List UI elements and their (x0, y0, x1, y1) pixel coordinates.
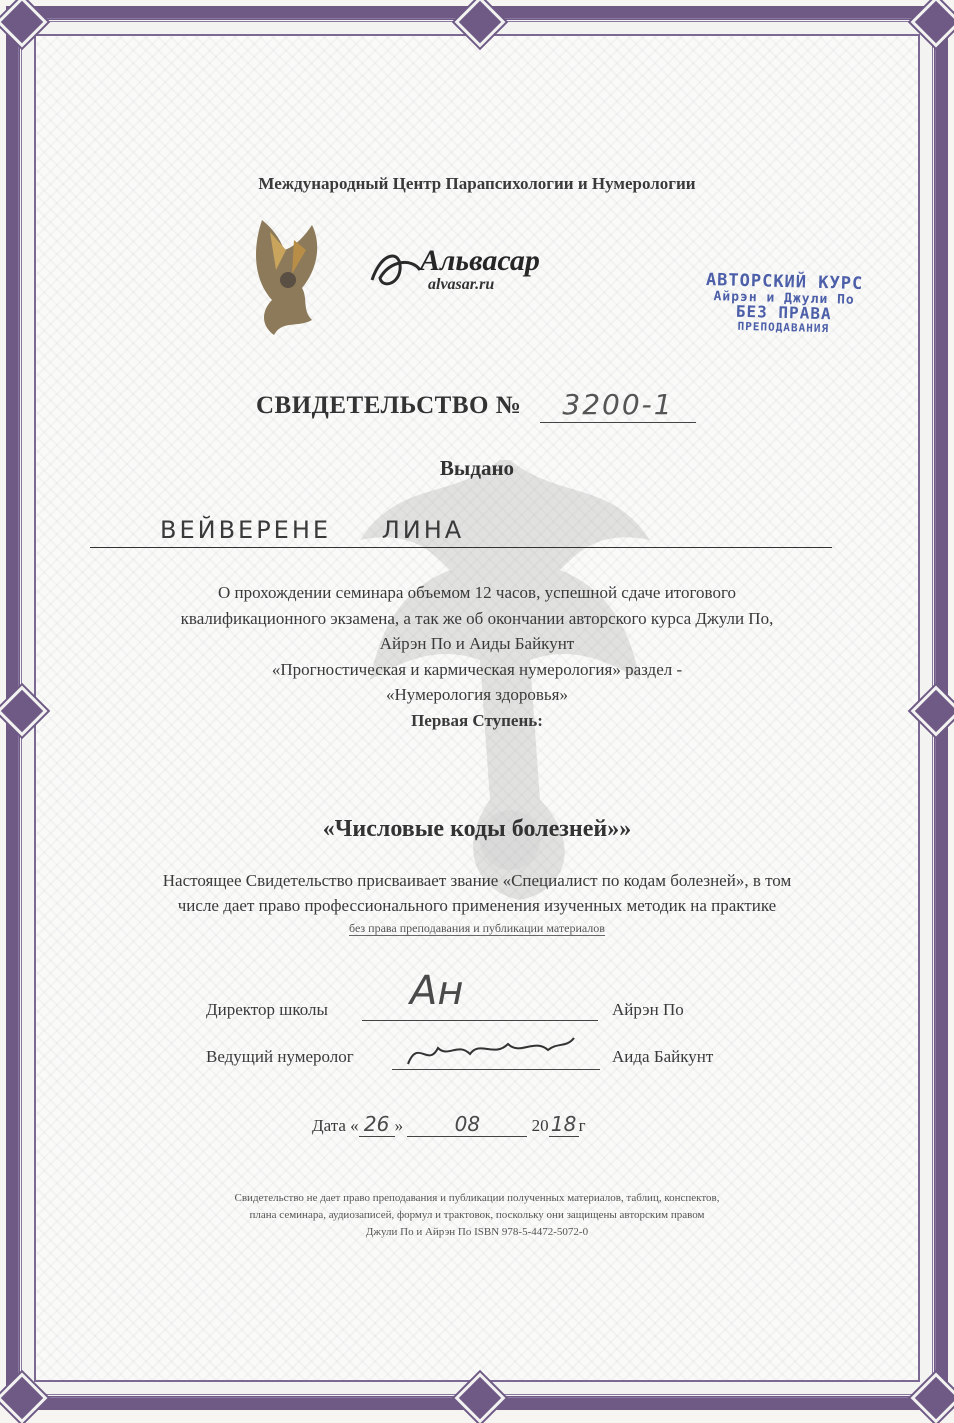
stamp-line: ПРЕПОДАВАНИЯ (737, 320, 830, 336)
issued-label: Выдано (439, 456, 515, 480)
director-signature-line (362, 1000, 598, 1021)
footer-line: плана семинара, аудиозаписей, формул и трактовок, поскольку они защищены авторским правом (249, 1209, 705, 1221)
grant-text (120, 868, 834, 918)
body-line: О прохождении семинара объемом 12 часов, успешной сдаче итогового (217, 583, 737, 602)
date-row (312, 1112, 586, 1137)
date-year-unit: г (578, 1116, 586, 1135)
certificate-number: 3200-1 (540, 388, 696, 423)
grant-line: Настоящее Свидетельство присваивает звание «Специалист по кодам болезней», в том (162, 871, 792, 890)
footer-line: Свидетельство не дает право преподавания и публикации полученных материалов, таблиц, конспектов, (234, 1192, 720, 1204)
body-line: «Прогностическая и кармическая нумерология» раздел - (271, 659, 683, 679)
date-day: 26 (359, 1112, 395, 1137)
stamp-line: АВТОРСКИЙ КУРС (705, 269, 864, 295)
grant-note-text: без права преподавания и публикации материалов (349, 921, 605, 935)
body-line: квалификационного экзамена, а так же об окончании авторского курса Джули По, (180, 608, 774, 628)
course-title: «Числовые коды болезней»» (322, 816, 632, 842)
body-line: Айрэн По и Аиды Байкунт (379, 634, 575, 653)
body-line: «Нумерология здоровья» (386, 685, 568, 704)
organization-name: Международный Центр Парапсихологии и Нумерологии (258, 174, 696, 193)
footer-line: Джули По и Айрэн По ISBN 978-5-4472-5072-0 (365, 1226, 589, 1238)
author-course-stamp (699, 269, 869, 336)
date-label: Дата « (312, 1116, 359, 1135)
stamp-line: Айрэн и Джули По (713, 288, 855, 308)
date-close-quote: » (394, 1116, 404, 1135)
brand-url: alvasar.ru (428, 276, 495, 293)
director-signature: Ан (410, 968, 464, 1014)
date-year-prefix: 20 (531, 1116, 549, 1135)
date-year-suffix: 18 (549, 1112, 579, 1137)
dragon-icon (242, 210, 328, 340)
grant-line: числе дает право профессионального применения изученных методик на практике (177, 896, 777, 915)
stamp-line: БЕЗ ПРАВА (735, 302, 832, 324)
recipient-name: ВЕЙВЕРЕНЕ ЛИНА (160, 516, 465, 544)
certificate-body (110, 580, 844, 733)
lead-signature-scribble (398, 1028, 578, 1074)
date-month: 08 (407, 1112, 527, 1137)
lead-numerologist-label: Ведущий нумеролог (206, 1047, 354, 1066)
lead-numerologist-name: Аида Байкунт (612, 1047, 714, 1066)
brand-name: Альвасар (420, 244, 540, 277)
director-label: Директор школы (206, 1000, 328, 1019)
grant-note (80, 921, 874, 936)
certificate-title: СВИДЕТЕЛЬСТВО № (256, 392, 522, 419)
copyright-footer (130, 1190, 824, 1241)
director-name: Айрэн По (612, 1000, 684, 1019)
body-line-level: Первая Ступень: (411, 710, 543, 730)
